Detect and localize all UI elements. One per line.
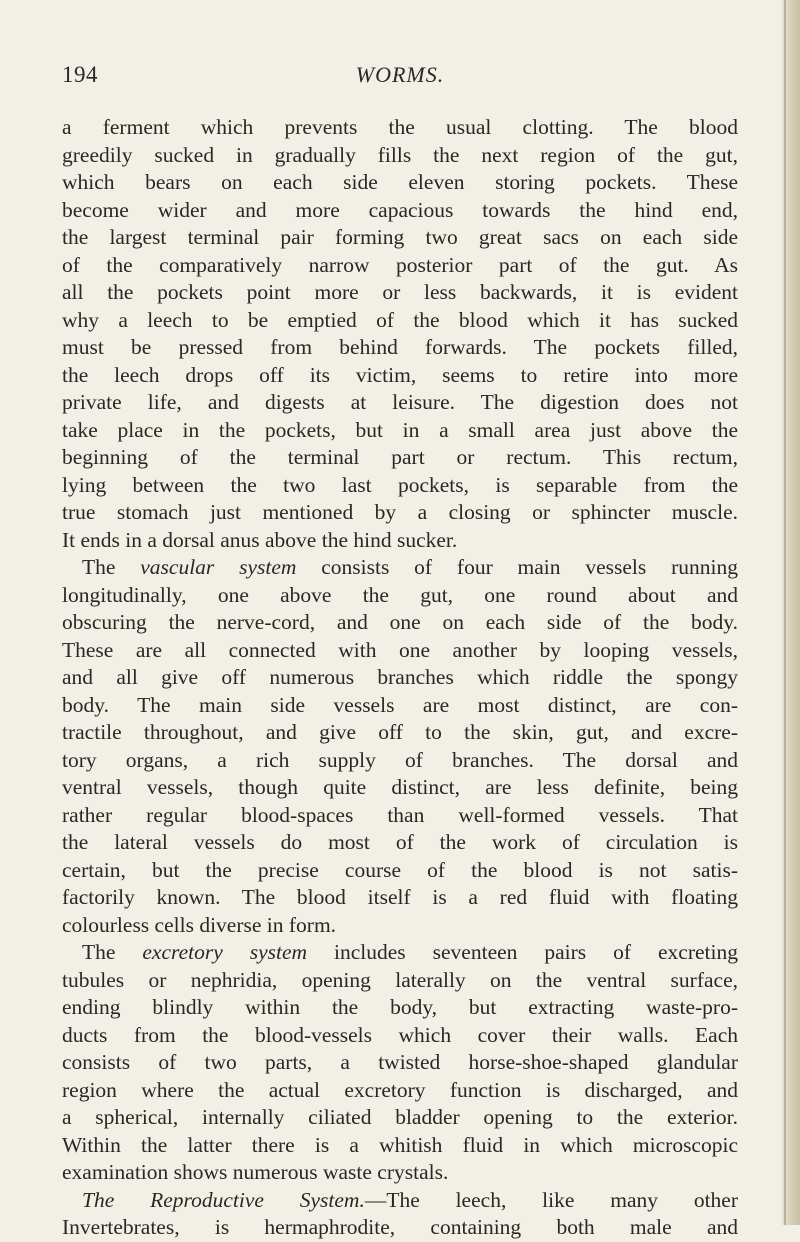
line-tail: —The leech, like many other — [364, 1187, 738, 1212]
italic-term: The Reproductive System. — [82, 1187, 365, 1212]
text-line: of the comparatively narrow posterior part of the gut. As — [62, 252, 738, 277]
text-line: obscuring the nerve-cord, and one on each side of the body. — [62, 610, 738, 634]
text-line: the lateral vessels do most of the work of circulation is — [62, 830, 738, 854]
text-line: Invertebrates, is hermaphrodite, containing both male and — [62, 1215, 738, 1239]
line-tail: consists of four main vessels running — [296, 555, 738, 579]
paragraph-start-line — [62, 554, 738, 582]
text-line: must be pressed from behind forwards. The pockets filled, — [62, 335, 738, 359]
text-line: beginning of the terminal part or rectum. This rectum, — [62, 445, 738, 469]
text-line: consists of two parts, a twisted horse-shoe-shaped glandular — [62, 1050, 738, 1074]
text-line: It ends in a dorsal anus above the hind sucker. — [62, 527, 458, 552]
text-line: greedily sucked in gradually fills the next region of the gut, — [62, 142, 738, 167]
body-text — [62, 114, 738, 1242]
line-lead: The — [82, 555, 141, 579]
text-line: ventral vessels, though quite distinct, are less definite, being — [62, 775, 738, 799]
page-edge-line — [784, 0, 786, 1225]
line-tail: includes seventeen pairs of excreting — [307, 940, 738, 964]
paragraph-start-line — [62, 939, 738, 967]
line-lead: The — [82, 940, 143, 964]
text-line: all the pockets point more or less backwards, it is evident — [62, 280, 738, 304]
text-line: Within the latter there is a whitish fluid in which microscopic — [62, 1132, 738, 1157]
text-line: the largest terminal pair forming two great sacs on each side — [62, 225, 738, 249]
text-line: These are all connected with one another by looping vessels, — [62, 637, 738, 662]
text-line: longitudinally, one above the gut, one round about and — [62, 582, 738, 607]
text-line: the leech drops off its victim, seems to retire into more — [62, 362, 738, 387]
text-line: tractile throughout, and give off to the skin, gut, and excre- — [62, 720, 738, 744]
text-line: factorily known. The blood itself is a red fluid with floating — [62, 885, 738, 909]
text-line: private life, and digests at leisure. The digestion does not — [62, 390, 738, 414]
paragraph-start-line — [62, 1187, 738, 1215]
text-line: tory organs, a rich supply of branches. The dorsal and — [62, 747, 738, 772]
text-line: why a leech to be emptied of the blood which it has sucked — [62, 307, 738, 332]
text-line: lying between the two last pockets, is separable from the — [62, 472, 738, 497]
text-line: colourless cells diverse in form. — [62, 912, 337, 937]
text-line: become wider and more capacious towards the hind end, — [62, 197, 738, 222]
running-title: WORMS. — [355, 62, 445, 87]
text-line: true stomach just mentioned by a closing or sphincter muscle. — [62, 500, 738, 524]
text-line: take place in the pockets, but in a small area just above the — [62, 417, 738, 442]
text-line: tubules or nephridia, opening laterally on the ventral surface, — [62, 967, 738, 992]
text-line: a spherical, internally ciliated bladder opening to the exterior. — [62, 1105, 738, 1129]
text-line: examination shows numerous waste crystals. — [62, 1160, 449, 1184]
text-line: rather regular blood-spaces than well-formed vessels. That — [62, 802, 738, 827]
text-line: ducts from the blood-vessels which cover their walls. Each — [62, 1022, 738, 1047]
italic-term: excretory system — [142, 940, 308, 964]
text-line: body. The main side vessels are most distinct, are con- — [62, 692, 738, 717]
text-line: ending blindly within the body, but extracting waste-pro- — [62, 995, 738, 1019]
text-line: a ferment which prevents the usual clotting. The blood — [62, 115, 738, 139]
italic-term: vascular system — [140, 555, 297, 579]
text-line: region where the actual excretory function is discharged, and — [62, 1077, 738, 1102]
text-line: which bears on each side eleven storing pockets. These — [62, 170, 738, 194]
page-number: 194 — [62, 62, 98, 87]
text-line: and all give off numerous branches which riddle the spongy — [62, 665, 738, 689]
running-head — [62, 62, 738, 92]
text-line: certain, but the precise course of the blood is not satis- — [62, 857, 738, 882]
